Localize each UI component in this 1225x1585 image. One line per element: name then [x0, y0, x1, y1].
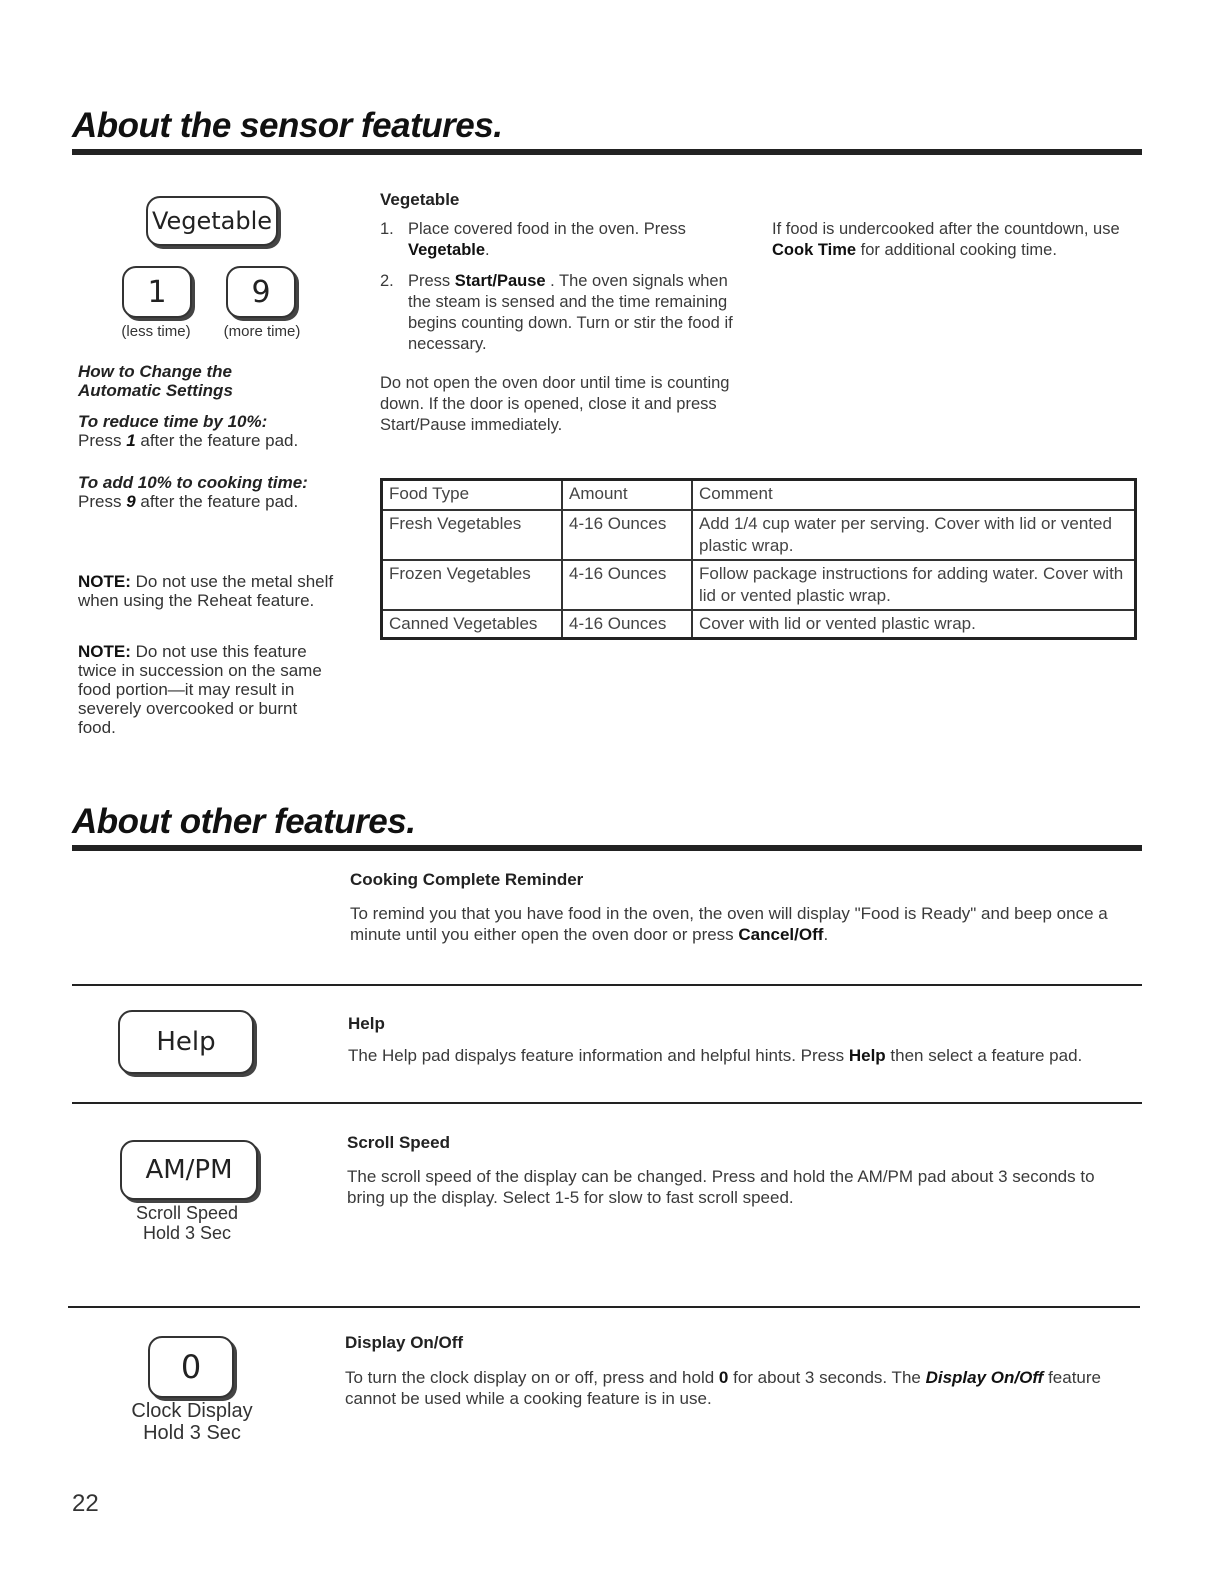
divider [68, 1306, 1140, 1308]
table-cell: 4-16 Ounces [562, 610, 692, 639]
vegetable-heading: Vegetable [380, 190, 460, 209]
help-text: The Help pad dispalys feature information and helpful hints. Press Help then select a feature pad. [348, 1046, 1083, 1065]
table-header-cell: Amount [562, 480, 692, 511]
scroll-text: The scroll speed of the display can be changed. Press and hold the AM/PM pad about 3 seconds to bring up the display. Select 1-5 for slow to fast scroll speed. [347, 1167, 1095, 1207]
table-cell: Cover with lid or vented plastic wrap. [692, 610, 1136, 639]
zero-key-icon: 0 [148, 1336, 234, 1398]
step-1: 1. Place covered food in the oven. Press Vegetable. [380, 220, 686, 259]
sensor-section-title: About the sensor features. [72, 106, 503, 145]
scroll-heading: Scroll Speed [347, 1133, 450, 1152]
note-2: NOTE: Do not use this feature twice in succession on the same food portion—it may result in severely overcooked or burnt food. [78, 642, 322, 737]
display-text: To turn the clock display on or off, press and hold 0 for about 3 seconds. The Display On/Off feature cannot be used while a cooking feature is in use. [345, 1368, 1101, 1408]
table-cell: 4-16 Ounces [562, 510, 692, 560]
door-note: Do not open the oven door until time is counting down. If the door is opened, close it and press Start/Pause immediately. [380, 374, 730, 434]
add-heading: To add 10% to cooking time: [78, 473, 308, 492]
table-cell: Add 1/4 cup water per serving. Cover with lid or vented plastic wrap. [692, 510, 1136, 560]
table-row [382, 610, 1136, 639]
key-1-icon: 1 [122, 266, 192, 318]
page-number: 22 [72, 1490, 99, 1517]
table-header-cell: Food Type [382, 480, 563, 511]
table-header-cell: Comment [692, 480, 1136, 511]
help-heading: Help [348, 1014, 385, 1033]
vegetable-table [380, 478, 1137, 640]
table-cell: 4-16 Ounces [562, 560, 692, 610]
undercooked-note: If food is undercooked after the countdown, use Cook Time for additional cooking time. [772, 220, 1120, 259]
vegetable-steps [380, 219, 740, 365]
help-key-icon: Help [118, 1010, 254, 1074]
divider [72, 1102, 1142, 1104]
ampm-key-icon: AM/PM [120, 1140, 258, 1200]
section-rule [72, 845, 1142, 851]
ampm-caption: Scroll Speed Hold 3 Sec [135, 1203, 239, 1243]
table-cell: Follow package instructions for adding water. Cover with lid or vented plastic wrap. [692, 560, 1136, 610]
step-2: 2. Press Start/Pause . The oven signals when the steam is sensed and the time remaining begins counting down. Turn or stir the food if necessary. [380, 272, 733, 353]
reminder-heading: Cooking Complete Reminder [350, 870, 584, 889]
other-section-title: About other features. [72, 802, 416, 841]
divider [72, 984, 1142, 986]
how-to-change-heading: How to Change the Automatic Settings [78, 362, 233, 400]
reduce-text: Press 1 after the feature pad. [78, 431, 299, 450]
table-cell: Frozen Vegetables [382, 560, 563, 610]
table-header-row [382, 480, 1136, 511]
reminder-text: To remind you that you have food in the oven, the oven will display "Food is Ready" and beep once a minute until you either open the oven door or press Cancel/Off. [350, 904, 1108, 944]
section-rule [72, 149, 1142, 155]
table-cell: Fresh Vegetables [382, 510, 563, 560]
table-cell: Canned Vegetables [382, 610, 563, 639]
vegetable-key-icon: Vegetable [146, 196, 278, 246]
add-text: Press 9 after the feature pad. [78, 492, 299, 511]
reduce-heading: To reduce time by 10%: [78, 412, 268, 431]
zero-caption: Clock Display Hold 3 Sec [131, 1400, 253, 1444]
note-1: NOTE: Do not use the metal shelf when using the Reheat feature. [78, 572, 334, 610]
table-row [382, 510, 1136, 560]
table-row [382, 560, 1136, 610]
key-1-caption: (less time) [121, 323, 191, 340]
key-9-caption: (more time) [223, 323, 301, 340]
display-heading: Display On/Off [345, 1333, 464, 1352]
key-9-icon: 9 [226, 266, 296, 318]
